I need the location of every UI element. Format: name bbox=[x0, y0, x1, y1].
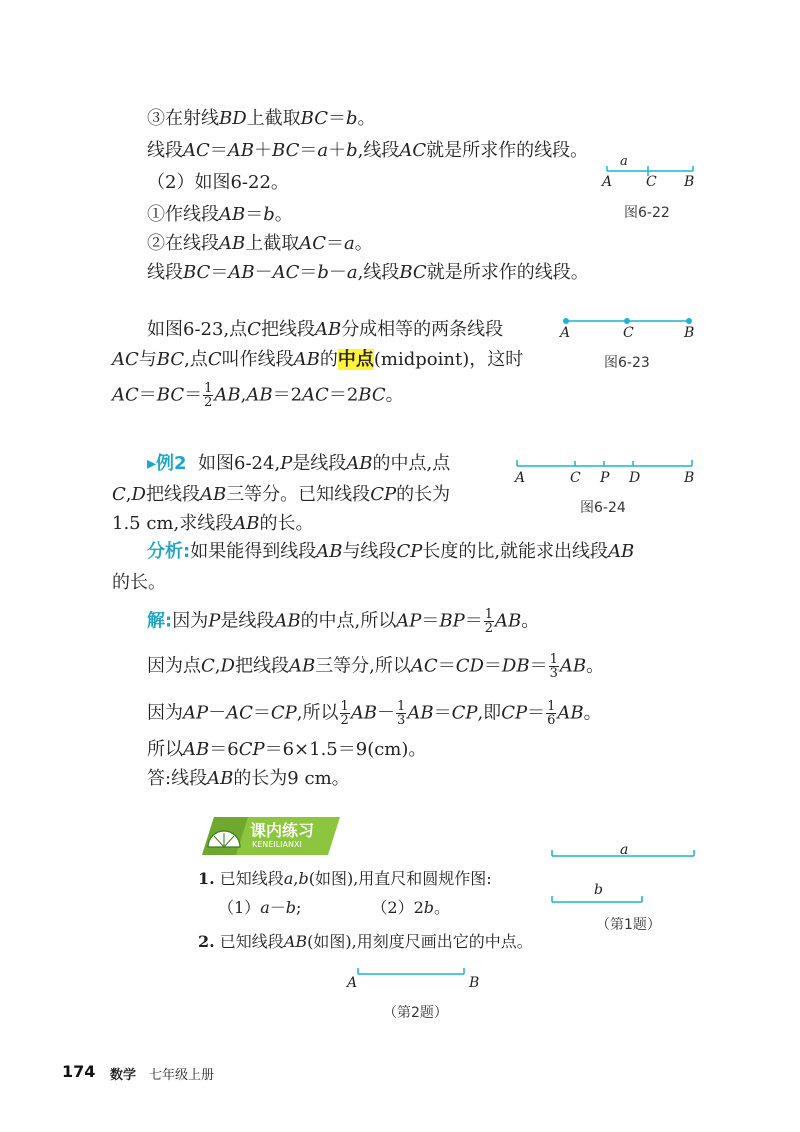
text: ＝ bbox=[326, 233, 345, 254]
text: , bbox=[214, 655, 221, 677]
text: 如图6-24, bbox=[198, 453, 281, 474]
text-line bbox=[147, 204, 293, 226]
point-b: B bbox=[684, 470, 695, 486]
text-line bbox=[147, 768, 350, 790]
text: 。 bbox=[357, 108, 376, 129]
text: 的中点,点 bbox=[372, 453, 451, 474]
math: BC bbox=[156, 349, 185, 370]
math: BP bbox=[439, 610, 465, 632]
math: AB bbox=[350, 702, 378, 724]
math: BC bbox=[156, 384, 185, 406]
text: ＋ bbox=[328, 140, 347, 161]
analysis-label: 分析: bbox=[147, 541, 191, 562]
text: 因为点 bbox=[147, 655, 201, 677]
badge-title: 课内练习 bbox=[250, 821, 315, 840]
text: ①作线段 bbox=[147, 204, 219, 225]
text: , bbox=[293, 869, 299, 888]
text: ＝ bbox=[421, 610, 440, 632]
math: CP bbox=[370, 484, 397, 505]
page-number: 174 bbox=[62, 1062, 96, 1081]
question-number: 2. bbox=[198, 932, 215, 951]
math: AB bbox=[283, 932, 308, 951]
text: ; bbox=[296, 898, 302, 917]
text-line: 的长。 bbox=[112, 572, 166, 593]
fraction: $\frac{1}{2}$ bbox=[340, 699, 349, 728]
text: ＝ bbox=[299, 140, 318, 161]
figure-caption: （第1题） bbox=[596, 917, 661, 933]
question-2 bbox=[198, 931, 533, 953]
text: 。 bbox=[385, 384, 404, 406]
text: , bbox=[240, 384, 247, 406]
text: 就是所求作的线段。 bbox=[426, 140, 589, 161]
badge-subtitle: KENEILIANXI bbox=[252, 840, 302, 849]
example-label: ▸例2 bbox=[147, 453, 187, 474]
math: AB bbox=[407, 702, 434, 724]
text: 分成相等的两条线段 bbox=[341, 319, 504, 340]
figure-caption: 图6-23 bbox=[604, 355, 650, 371]
text: 叫作线段 bbox=[221, 349, 294, 370]
math: P bbox=[208, 610, 221, 632]
footer-grade: 七年级上册 bbox=[149, 1068, 215, 1083]
text: 的中点,所以 bbox=[300, 610, 397, 632]
figure-question-2 bbox=[356, 966, 468, 978]
math: BC bbox=[358, 384, 386, 406]
math: b bbox=[346, 140, 358, 161]
math: AC bbox=[183, 140, 210, 161]
question-1 bbox=[198, 868, 492, 890]
text-line bbox=[147, 608, 539, 635]
point-a: A bbox=[602, 174, 613, 190]
text: 线段 bbox=[147, 262, 183, 283]
math: C bbox=[112, 484, 126, 505]
text-line bbox=[147, 739, 426, 761]
figure-question-1 bbox=[550, 850, 698, 908]
text: 。 bbox=[354, 233, 373, 254]
figure-caption: 图6-22 bbox=[624, 205, 670, 221]
text: 三等分。已知线段 bbox=[226, 484, 371, 505]
math: AB bbox=[227, 140, 255, 161]
text: ,线段 bbox=[357, 140, 400, 161]
text-line bbox=[147, 453, 450, 475]
text: ,点 bbox=[184, 349, 208, 370]
text-line bbox=[147, 700, 602, 727]
text: 把线段 bbox=[260, 319, 315, 340]
text-line bbox=[147, 319, 503, 341]
text: 因为 bbox=[147, 702, 183, 724]
text: ②在线段 bbox=[147, 233, 219, 254]
text: (如图),用直尺和圆规作图: bbox=[308, 869, 492, 888]
text-line bbox=[147, 140, 588, 162]
point-b: B bbox=[684, 174, 695, 190]
math: P bbox=[280, 453, 293, 474]
text: ＝ bbox=[184, 384, 203, 406]
math: AB bbox=[207, 768, 234, 789]
text: － bbox=[377, 702, 396, 724]
math: b bbox=[285, 898, 296, 917]
text: ＝ bbox=[464, 610, 483, 632]
text: 就是所求作的线段。 bbox=[426, 262, 589, 283]
math: CP bbox=[270, 702, 297, 724]
text: ＝ bbox=[527, 702, 546, 724]
text: 1.5 cm,求线段 bbox=[112, 513, 234, 534]
text: 上截取 bbox=[245, 233, 300, 254]
exercise-badge bbox=[200, 815, 340, 857]
text: 把线段 bbox=[145, 484, 200, 505]
text: ＝ bbox=[437, 655, 456, 677]
point-b: B bbox=[684, 325, 695, 341]
question-number: 1. bbox=[198, 869, 215, 888]
text: (如图),用刻度尺画出它的中点。 bbox=[307, 932, 533, 951]
text-line bbox=[147, 108, 376, 130]
math: BC bbox=[399, 262, 427, 283]
dot-b bbox=[686, 318, 692, 324]
point-d: D bbox=[629, 470, 641, 486]
point-c: C bbox=[623, 325, 634, 341]
text: ＝ bbox=[252, 702, 271, 724]
text: 与线段 bbox=[342, 541, 397, 562]
dot-c bbox=[624, 318, 630, 324]
math: AB bbox=[183, 739, 210, 760]
fraction: $\frac{1}{2}$ bbox=[204, 381, 213, 410]
key-term: 中点 bbox=[337, 349, 374, 370]
text-line bbox=[147, 653, 604, 680]
text: ＝ bbox=[210, 262, 229, 283]
math: AB bbox=[288, 655, 316, 677]
text-line bbox=[112, 349, 523, 371]
text: 已知线段 bbox=[219, 869, 284, 888]
math: AP bbox=[396, 610, 422, 632]
math: a bbox=[346, 262, 358, 283]
text: 的长为 bbox=[396, 484, 451, 505]
math: a bbox=[283, 869, 294, 888]
point-a: A bbox=[560, 325, 571, 341]
text-line bbox=[112, 513, 313, 535]
text: 。 bbox=[583, 702, 602, 724]
math: AB bbox=[559, 655, 587, 677]
text: 因为 bbox=[172, 610, 209, 632]
math: D bbox=[131, 484, 146, 505]
text: ＝2 bbox=[328, 384, 359, 406]
math: BC bbox=[300, 108, 329, 129]
text: － bbox=[269, 898, 286, 917]
label-a: a bbox=[620, 842, 629, 858]
math: CP bbox=[238, 739, 265, 760]
text: － bbox=[328, 262, 347, 283]
text: ,即 bbox=[477, 702, 502, 724]
text: 上截取 bbox=[246, 108, 301, 129]
math: a bbox=[260, 898, 270, 917]
text-line: （2）如图6-22。 bbox=[147, 172, 289, 193]
text: 的长为9 cm。 bbox=[233, 768, 350, 789]
text: 三等分,所以 bbox=[315, 655, 411, 677]
text: ＝ bbox=[328, 108, 347, 129]
math: AC bbox=[410, 655, 438, 677]
text: （2）2 bbox=[371, 898, 424, 917]
math: AC bbox=[226, 702, 253, 724]
math: CD bbox=[455, 655, 484, 677]
math: AC bbox=[112, 349, 139, 370]
text: 是线段 bbox=[220, 610, 275, 632]
math: AB bbox=[608, 541, 635, 562]
fraction: $\frac{1}{3}$ bbox=[397, 699, 406, 728]
math: b bbox=[263, 204, 275, 225]
math: AC bbox=[112, 384, 139, 406]
math: AB bbox=[274, 610, 301, 632]
point-a: A bbox=[515, 470, 526, 486]
text: 线段 bbox=[147, 140, 183, 161]
text: ＝ bbox=[209, 140, 228, 161]
solution-label: 解: bbox=[147, 610, 173, 632]
math: a bbox=[344, 233, 355, 254]
math: AB bbox=[214, 384, 241, 406]
fraction: $\frac{1}{2}$ bbox=[484, 607, 494, 636]
point-b: B bbox=[469, 975, 480, 991]
text: 答:线段 bbox=[147, 768, 208, 789]
text: 的长。 bbox=[259, 513, 314, 534]
math: AB bbox=[293, 349, 320, 370]
text: ＝6 bbox=[209, 739, 239, 760]
text: ,所以 bbox=[296, 702, 339, 724]
text: 。 bbox=[586, 655, 605, 677]
math: AC bbox=[299, 233, 327, 254]
text: － bbox=[208, 702, 227, 724]
math: DB bbox=[501, 655, 530, 677]
math: AC bbox=[302, 384, 329, 406]
text: 长度的比,就能求出线段 bbox=[422, 541, 609, 562]
text: ＝ bbox=[529, 655, 548, 677]
text: 是线段 bbox=[292, 453, 347, 474]
math: CP bbox=[451, 702, 478, 724]
text: ＝ bbox=[138, 384, 157, 406]
text: ,线段 bbox=[357, 262, 400, 283]
math: BC bbox=[183, 262, 211, 283]
text: ＝ bbox=[433, 702, 452, 724]
dot-a bbox=[563, 318, 569, 324]
math: AB bbox=[219, 204, 246, 225]
text: （1） bbox=[218, 898, 261, 917]
fraction: $\frac{1}{6}$ bbox=[547, 699, 556, 728]
text: 的 bbox=[319, 349, 338, 370]
math: AB bbox=[199, 484, 227, 505]
text-line bbox=[147, 233, 373, 255]
math: AB bbox=[557, 702, 584, 724]
text: 。 bbox=[521, 610, 540, 632]
question-1-parts bbox=[218, 897, 450, 919]
text: 如果能得到线段 bbox=[190, 541, 317, 562]
fraction: $\frac{1}{3}$ bbox=[549, 652, 558, 681]
math: C bbox=[201, 655, 215, 677]
math: C bbox=[247, 319, 261, 340]
math: CP bbox=[501, 702, 528, 724]
text: ＝6×1.5＝9(cm)。 bbox=[264, 739, 427, 760]
text: 。 bbox=[434, 898, 451, 917]
text-line bbox=[147, 541, 634, 563]
math: b bbox=[423, 898, 435, 917]
math: BC bbox=[272, 140, 300, 161]
math: AB bbox=[228, 262, 255, 283]
math: AB bbox=[316, 541, 343, 562]
math: AC bbox=[399, 140, 427, 161]
math: BD bbox=[219, 108, 247, 129]
text: , bbox=[125, 484, 132, 505]
text-line bbox=[112, 484, 450, 506]
math: AB bbox=[219, 233, 246, 254]
math: AB bbox=[233, 513, 260, 534]
math: AB bbox=[346, 453, 373, 474]
label-b: b bbox=[594, 882, 603, 898]
text: 把线段 bbox=[234, 655, 289, 677]
math: b bbox=[317, 262, 329, 283]
math: AC bbox=[272, 262, 300, 283]
math: b bbox=[298, 869, 309, 888]
math: b bbox=[346, 108, 358, 129]
text: ③在射线 bbox=[147, 108, 219, 129]
point-c: C bbox=[570, 470, 581, 486]
text: ＝ bbox=[483, 655, 502, 677]
text: ＝ bbox=[245, 204, 264, 225]
text: ＝ bbox=[299, 262, 318, 283]
protractor-icon bbox=[204, 821, 244, 851]
math: AB bbox=[246, 384, 273, 406]
math: AB bbox=[314, 319, 342, 340]
figure-caption: （第2题） bbox=[383, 1005, 448, 1021]
text: 。 bbox=[274, 204, 293, 225]
text: 所以 bbox=[147, 739, 183, 760]
math: AB bbox=[495, 610, 522, 632]
math: AP bbox=[183, 702, 209, 724]
text: ＝2 bbox=[272, 384, 303, 406]
text: － bbox=[254, 262, 273, 283]
text: 已知线段 bbox=[219, 932, 284, 951]
label-a: a bbox=[620, 154, 628, 169]
text: ＋ bbox=[254, 140, 273, 161]
text-line bbox=[112, 382, 404, 409]
text-line bbox=[147, 262, 589, 284]
footer-subject: 数学 bbox=[110, 1068, 137, 1083]
text: (midpoint)，这时 bbox=[373, 349, 524, 370]
math: a bbox=[317, 140, 329, 161]
math: C bbox=[207, 349, 222, 370]
math: CP bbox=[396, 541, 423, 562]
point-a: A bbox=[347, 975, 358, 991]
math: D bbox=[220, 655, 235, 677]
text: 与 bbox=[138, 349, 157, 370]
point-p: P bbox=[600, 470, 610, 486]
figure-caption: 图6-24 bbox=[580, 500, 626, 516]
point-c: C bbox=[646, 174, 657, 190]
text: 如图6-23,点 bbox=[147, 319, 248, 340]
